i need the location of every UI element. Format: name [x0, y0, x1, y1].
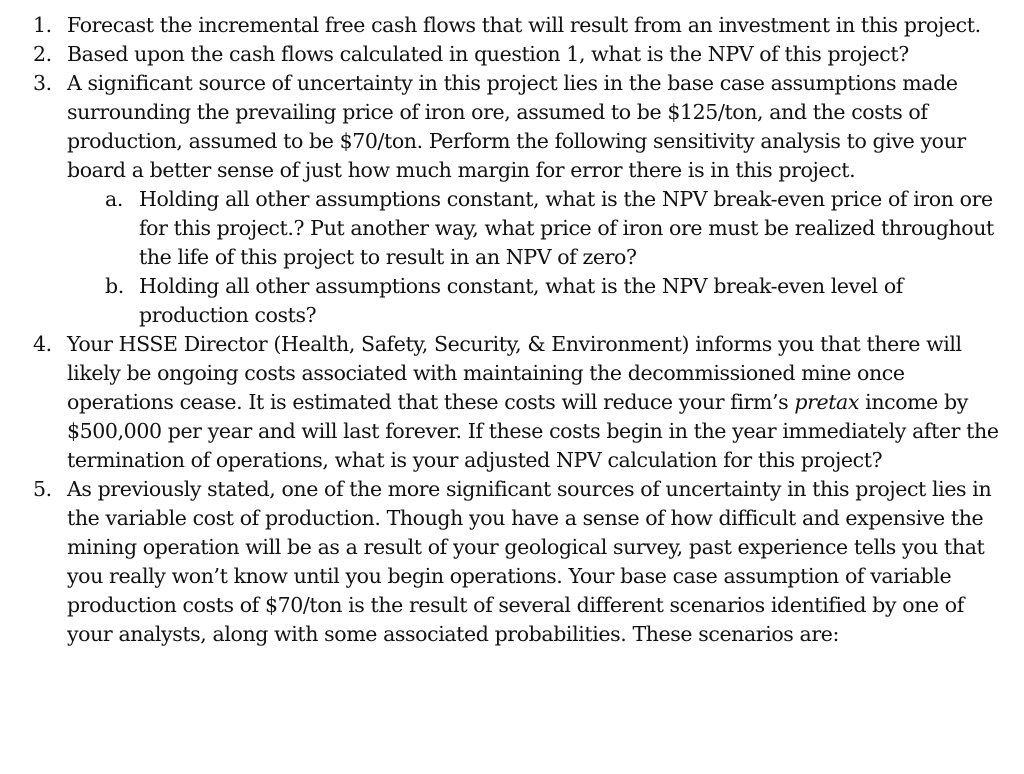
question-text-part: Your HSSE Director (Health, Safety, Security, & Environment) informs you that there will likely be ongoing costs associated with maintaining the decommissioned mine once operations cease. It is estimated that these costs will reduce your firm’s [67, 332, 962, 414]
question-number: 1. [33, 13, 52, 37]
question-1 [33, 11, 1012, 40]
question-3a [105, 185, 1012, 272]
subquestion-letter: a. [105, 187, 123, 211]
question-text: As previously stated, one of the more significant sources of uncertainty in this project lies in the variable cost of production. Though you have a sense of how difficult and expensive the mining operation will be as a result of your geological survey, past experience tells you that you really won’t know until you begin operations. Your base case assumption of variable production costs of $70/ton is the result of several different scenarios identified by one of your analysts, along with some associated probabilities. These scenarios are: [67, 477, 992, 646]
question-text [67, 330, 1012, 475]
question-text: Forecast the incremental free cash flows that will result from an investment in this project. [67, 13, 981, 37]
subquestion-letter: b. [105, 274, 124, 298]
subquestion-text: Holding all other assumptions constant, what is the NPV break-even price of iron ore for this project.? Put another way, what price of iron ore must be realized throughout the life of this project to result in an NPV of zero? [139, 187, 994, 269]
question-4 [33, 330, 1012, 475]
question-text: A significant source of uncertainty in this project lies in the base case assumptions made surrounding the prevailing price of iron ore, assumed to be $125/ton, and the costs of production, assumed to be $70/ton. Perform the following sensitivity analysis to give your board a better sense of just how much margin for error there is in this project. [67, 71, 966, 182]
question-number: 5. [33, 477, 52, 501]
question-text-part: income by $500,000 per year and will last forever. If these costs begin in the year immediately after the termination of operations, what is your adjusted NPV calculation for this project? [67, 390, 999, 472]
question-number: 3. [33, 71, 52, 95]
question-3b [105, 272, 1012, 330]
question-3 [33, 69, 1012, 185]
subquestion-text: Holding all other assumptions constant, what is the NPV break-even level of production costs? [139, 274, 903, 327]
question-2 [33, 40, 1012, 69]
emphasized-word: pretax [794, 390, 860, 414]
question-5 [33, 475, 1012, 649]
question-number: 2. [33, 42, 52, 66]
question-number: 4. [33, 332, 52, 356]
question-text: Based upon the cash flows calculated in question 1, what is the NPV of this project? [67, 42, 909, 66]
